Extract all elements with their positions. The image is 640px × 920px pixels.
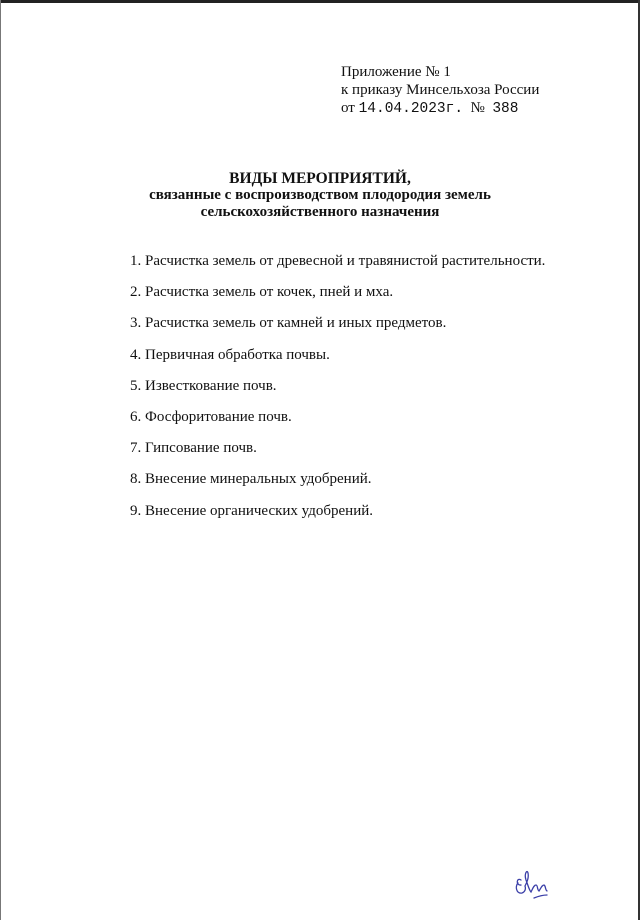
appendix-date: 14.04.2023г. (358, 101, 464, 117)
appendix-number-sign: № (470, 100, 485, 116)
list-item: 6. Фосфоритование почв. (130, 408, 292, 425)
appendix-block (341, 63, 539, 118)
appendix-date-number (341, 99, 539, 118)
list-item: 7. Гипсование почв. (130, 440, 257, 457)
appendix-number: 388 (492, 101, 519, 117)
document-heading (0, 170, 640, 221)
heading-subtitle-line2: сельскохозяйственного назначения (200, 204, 440, 220)
heading-title: ВИДЫ МЕРОПРИЯТИЙ, (229, 170, 411, 187)
list-item: 8. Внесение минеральных удобрений. (130, 471, 372, 488)
list-item: 3. Расчистка земель от камней и иных предметов. (130, 315, 447, 332)
scan-edge-top (0, 0, 640, 3)
heading-subtitle-line1: связанные с воспроизводством плодородия земель (149, 187, 491, 203)
list-item: 2. Расчистка земель от кочек, пней и мха. (130, 284, 394, 301)
list-item: 4. Первичная обработка почвы. (130, 346, 330, 363)
appendix-title: Приложение № 1 (341, 64, 451, 80)
handwritten-initials-icon (512, 868, 552, 907)
list-item: 5. Известкование почв. (130, 377, 277, 394)
measures-list (130, 251, 545, 532)
scan-edge-left (0, 0, 1, 920)
list-item: 1. Расчистка земель от древесной и травянистой растительности. (130, 253, 546, 269)
list-item: 9. Внесение органических удобрений. (130, 502, 373, 519)
appendix-date-prefix: от (341, 100, 359, 116)
appendix-order-ref: к приказу Минсельхоза России (341, 82, 540, 98)
